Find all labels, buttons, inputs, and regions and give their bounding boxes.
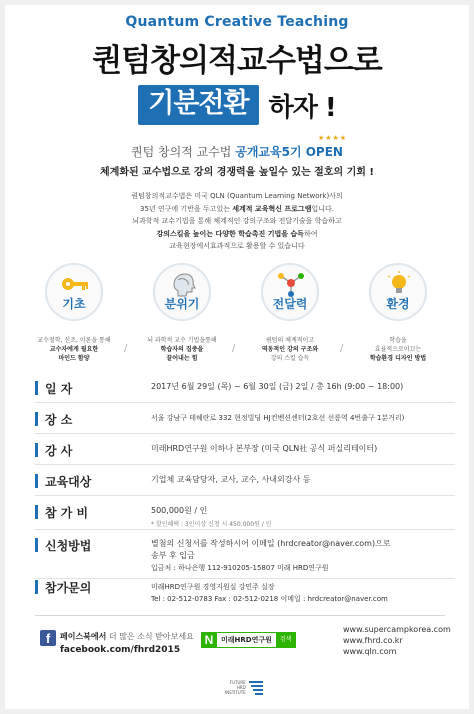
naver-search-box[interactable] [201, 632, 296, 648]
website-link[interactable]: www.supercampkorea.com [343, 625, 451, 634]
circle-desc-environment: 학습을 효율적으로이끄는 학습환경 디자인 방법 [369, 337, 427, 362]
website-link[interactable]: www.qln.com [343, 647, 397, 656]
circle-label: 기초 [62, 297, 86, 311]
circle-delivery [261, 263, 319, 321]
facebook-text: 페이스북에서 더 많은 소식 받아보세요 [60, 632, 194, 641]
naver-search-text: 미래HRD연구원 [221, 636, 272, 644]
feature-circles [23, 263, 451, 323]
circle-label: 분위기 [164, 297, 200, 311]
open-highlight: 공개교육5기 OPEN [235, 145, 343, 159]
row-value: 미래HRD연구원 경영지원실 강민주 실장 Tel : 02-512-0783 Fax : 02-512-0218 이메일 : hrdcreator@naver.com [151, 583, 388, 603]
separator-slash: / [340, 343, 344, 354]
intro-line: 뇌과학적 교수기법을 통해 체계적인 강의구조와 전달기술을 학습하고 [132, 217, 342, 225]
divider [35, 433, 455, 434]
row-bar [35, 381, 38, 395]
row-label: 교육대상 [45, 475, 92, 489]
facebook-url[interactable]: facebook.com/fhrd2015 [60, 645, 181, 655]
circle-desc-basics: 교수철학, 신조, 이론을 통해 교수자에게 필요한 마인드 함양 [37, 337, 111, 362]
open-prefix: 퀀텀 창의적 교수법 [131, 145, 232, 159]
row-label: 강 사 [45, 444, 73, 458]
intro-line: 퀀텀창의적교수법은 미국 QLN (Quantum Learning Network)사의 [131, 192, 343, 200]
intro-paragraph [45, 190, 429, 253]
row-bar [35, 443, 38, 457]
naver-search-button[interactable]: 검색 [276, 633, 296, 647]
poster [5, 5, 469, 709]
divider [35, 529, 455, 530]
star-decoration: ★★★★ [318, 134, 348, 142]
headline-line2 [5, 85, 469, 125]
row-label: 참가문의 [45, 581, 92, 595]
divider [35, 464, 455, 465]
key-icon [60, 271, 90, 297]
naver-icon: N [201, 632, 217, 648]
row-label: 장 소 [45, 413, 73, 427]
english-title: Quantum Creative Teaching [125, 14, 349, 30]
divider [35, 495, 455, 496]
circle-atmosphere [153, 263, 211, 321]
circle-label: 전달력 [272, 297, 308, 311]
circle-basics [45, 263, 103, 321]
facebook-icon[interactable]: f [40, 630, 56, 646]
lightbulb-icon [384, 271, 414, 297]
headline-line1: 퀀텀창의적교수법으로 [92, 43, 382, 79]
sub-headline: 체계화된 교수법으로 강의 경쟁력을 높일수 있는 절호의 기회 ! [100, 167, 374, 178]
divider [35, 402, 455, 403]
circle-desc-atmosphere: 뇌 과학적 교수 기법을통해 학습자의 집중을 끌어내는 힘 [147, 337, 217, 362]
brain-icon [168, 271, 198, 297]
row-bar [35, 538, 38, 552]
row-value: 기업체 교육담당자, 교사, 교수, 사내외강사 등 [151, 475, 311, 484]
row-bar [35, 580, 38, 594]
row-bar [35, 474, 38, 488]
circle-desc-delivery: 퀀텀의 체계적이고 역동적인 강의 구조와 강의 스킬 습득 [261, 337, 319, 362]
circle-label: 환경 [386, 297, 410, 311]
headline-highlight-box: 기분전환 [138, 85, 258, 125]
row-label: 참 가 비 [45, 506, 89, 520]
intro-line: 35년 연구에 기반을 두고있는 세계적 교육혁신 프로그램입니다. [140, 204, 334, 213]
open-announcement [5, 143, 469, 160]
intro-line: 교육현장에서효과적으로 활용할 수 있습니다 [169, 242, 305, 250]
circle-environment [369, 263, 427, 321]
row-label: 일 자 [45, 382, 73, 396]
fee-discount-note: * 할인혜택 : 3인이상 신청 시 450,000원 / 인 [151, 521, 272, 528]
row-value: 별첨의 신청서를 작성하시어 이메일 (hrdcreator@naver.com)으로 송부 후 입금 입금처 : 하나은행 112-910205-15807 미래 HRD연구원 [151, 539, 391, 572]
website-link[interactable]: www.fhrd.co.kr [343, 636, 403, 645]
row-bar [35, 505, 38, 519]
institute-logo: FUTURE HRD INSTITUTE [225, 680, 263, 695]
row-value: 서울 강남구 테헤란로 332 현정빌딩 HJ컨벤션센터(2호선 선릉역 4번출구 1분거리) [151, 414, 405, 422]
intro-line: 강의스킬을 높이는 다양한 학습촉진 기법을 습득하여 [156, 229, 318, 238]
headline-rest: 하자 ! [268, 92, 336, 123]
network-icon [276, 271, 306, 297]
row-bar [35, 412, 38, 426]
row-value: 2017년 6월 29일 (목) ~ 6월 30일 (금) 2일 / 총 16h (9:00 ~ 18:00) [151, 382, 404, 391]
footer-divider [35, 615, 445, 616]
row-value: 미래HRD연구원 이하나 본부장 (미국 QLN社 공식 퍼실리테이터) [151, 444, 378, 453]
logo-stripes-icon [249, 681, 263, 695]
separator-slash: / [232, 343, 236, 354]
row-value: 500,000원 / 인 [151, 506, 208, 515]
divider [35, 578, 455, 579]
row-label: 신청방법 [45, 539, 92, 553]
website-links [343, 624, 451, 657]
separator-slash: / [124, 343, 128, 354]
